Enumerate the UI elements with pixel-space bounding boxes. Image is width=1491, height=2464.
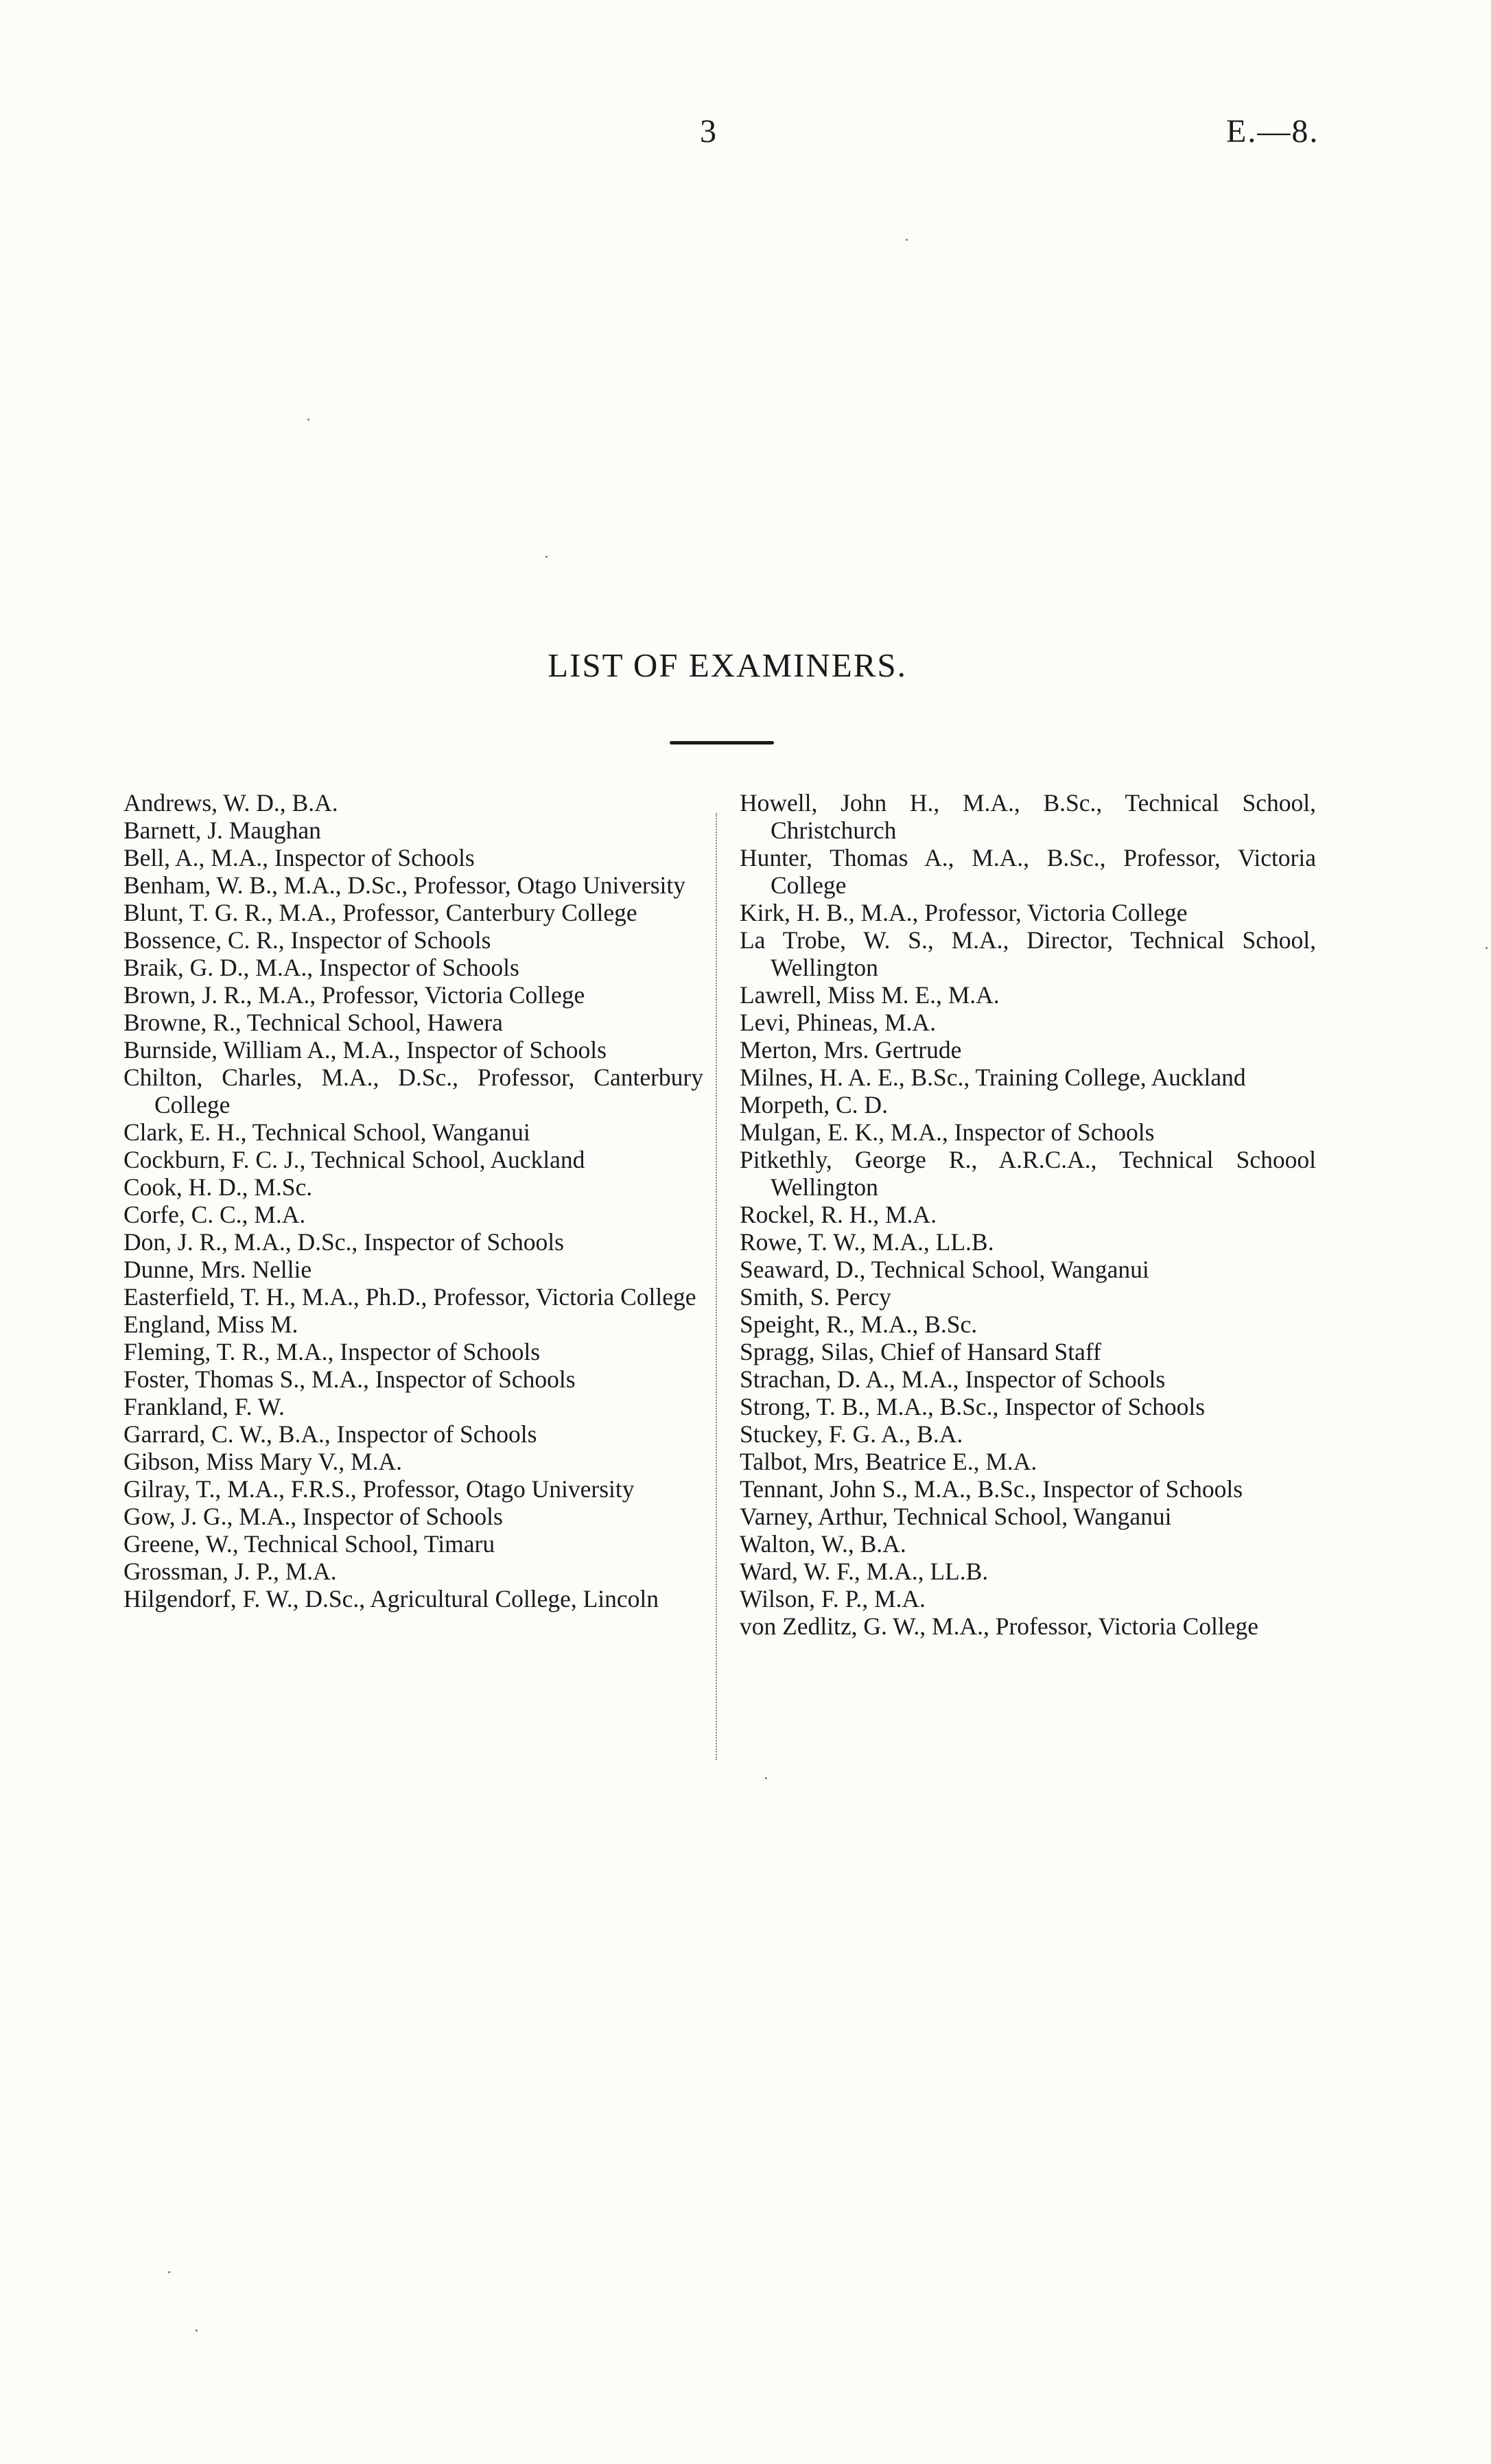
- examiner-entry: Dunne, Mrs. Nellie: [124, 1256, 312, 1283]
- examiner-entry: Braik, G. D., M.A., Inspector of Schools: [124, 954, 519, 981]
- examiner-entry: La Trobe, W. S., M.A., Director, Technical School, Wellington: [740, 926, 1316, 981]
- examiner-entry: Stuckey, F. G. A., B.A.: [740, 1420, 963, 1448]
- examiner-entry: Milnes, H. A. E., B.Sc., Training College, Auckland: [740, 1064, 1246, 1091]
- scan-speck: [307, 419, 309, 421]
- examiner-entry: Spragg, Silas, Chief of Hansard Staff: [740, 1338, 1101, 1365]
- scan-speck: [545, 556, 548, 558]
- scan-speck: [1486, 947, 1488, 949]
- examiner-entry: Burnside, William A., M.A., Inspector of Schools: [124, 1036, 607, 1064]
- scan-speck: [196, 2330, 198, 2332]
- examiner-entry: Rockel, R. H., M.A.: [740, 1201, 937, 1228]
- column-divider: [716, 813, 717, 1760]
- examiner-entry: Benham, W. B., M.A., D.Sc., Professor, Otago University: [124, 871, 685, 899]
- examiner-entry: Brown, J. R., M.A., Professor, Victoria College: [124, 981, 585, 1009]
- examiner-entry: Hunter, Thomas A., M.A., B.Sc., Professor, Victoria College: [740, 844, 1316, 899]
- examiner-entry: Hilgendorf, F. W., D.Sc., Agricultural College, Lincoln: [124, 1585, 659, 1612]
- examiner-entry: Chilton, Charles, M.A., D.Sc., Professor, Canterbury College: [124, 1064, 703, 1118]
- scan-speck: [168, 2271, 170, 2273]
- document-reference: E.—8.: [1226, 113, 1319, 150]
- examiner-entry: Barnett, J. Maughan: [124, 817, 321, 844]
- examiner-entry: Easterfield, T. H., M.A., Ph.D., Professor, Victoria College: [124, 1283, 696, 1311]
- examiner-entry: Andrews, W. D., B.A.: [124, 789, 338, 817]
- examiner-entry: Mulgan, E. K., M.A., Inspector of Schools: [740, 1118, 1155, 1146]
- examiner-entry: England, Miss M.: [124, 1311, 298, 1338]
- examiners-left-column: [124, 789, 703, 1612]
- examiner-entry: Smith, S. Percy: [740, 1283, 891, 1311]
- examiner-entry: Don, J. R., M.A., D.Sc., Inspector of Schools: [124, 1228, 564, 1256]
- examiner-entry: Walton, W., B.A.: [740, 1530, 906, 1558]
- examiners-right-column: [740, 789, 1316, 1640]
- page-number: 3: [700, 113, 716, 150]
- examiner-entry: Clark, E. H., Technical School, Wanganui: [124, 1118, 530, 1146]
- examiner-entry: Wilson, F. P., M.A.: [740, 1585, 926, 1612]
- examiner-entry: Cockburn, F. C. J., Technical School, Auckland: [124, 1146, 585, 1173]
- examiner-entry: Talbot, Mrs, Beatrice E., M.A.: [740, 1448, 1037, 1475]
- scan-speck: [765, 1777, 767, 1779]
- examiner-entry: Seaward, D., Technical School, Wanganui: [740, 1256, 1149, 1283]
- examiner-entry: Speight, R., M.A., B.Sc.: [740, 1311, 978, 1338]
- examiner-entry: Cook, H. D., M.Sc.: [124, 1173, 313, 1201]
- examiner-entry: Tennant, John S., M.A., B.Sc., Inspector of Schools: [740, 1475, 1243, 1503]
- examiner-entry: Browne, R., Technical School, Hawera: [124, 1009, 503, 1036]
- scan-speck: [906, 239, 908, 241]
- examiner-entry: Gilray, T., M.A., F.R.S., Professor, Otago University: [124, 1475, 635, 1503]
- examiner-entry: Pitkethly, George R., A.R.C.A., Technical Schoool Wellington: [740, 1146, 1316, 1201]
- examiner-entry: Frankland, F. W.: [124, 1393, 285, 1420]
- examiner-entry: Lawrell, Miss M. E., M.A.: [740, 981, 1000, 1009]
- examiner-entry: Kirk, H. B., M.A., Professor, Victoria College: [740, 899, 1188, 926]
- examiner-entry: Gow, J. G., M.A., Inspector of Schools: [124, 1503, 503, 1530]
- examiner-entry: Howell, John H., M.A., B.Sc., Technical School, Christchurch: [740, 789, 1316, 844]
- examiner-entry: Ward, W. F., M.A., LL.B.: [740, 1558, 989, 1585]
- examiner-entry: Morpeth, C. D.: [740, 1091, 888, 1118]
- examiner-entry: von Zedlitz, G. W., M.A., Professor, Victoria College: [740, 1612, 1258, 1640]
- examiner-entry: Greene, W., Technical School, Timaru: [124, 1530, 495, 1558]
- examiner-entry: Fleming, T. R., M.A., Inspector of Schools: [124, 1338, 541, 1365]
- examiner-entry: Bossence, C. R., Inspector of Schools: [124, 926, 491, 954]
- examiner-entry: Bell, A., M.A., Inspector of Schools: [124, 844, 475, 871]
- examiner-entry: Gibson, Miss Mary V., M.A.: [124, 1448, 403, 1475]
- examiner-entry: Grossman, J. P., M.A.: [124, 1558, 337, 1585]
- examiner-entry: Rowe, T. W., M.A., LL.B.: [740, 1228, 994, 1256]
- examiner-entry: Strachan, D. A., M.A., Inspector of Schools: [740, 1365, 1166, 1393]
- examiner-entry: Levi, Phineas, M.A.: [740, 1009, 936, 1036]
- title-rule: [670, 741, 774, 744]
- examiner-entry: Merton, Mrs. Gertrude: [740, 1036, 962, 1064]
- examiner-entry: Blunt, T. G. R., M.A., Professor, Canterbury College: [124, 899, 637, 926]
- examiner-entry: Foster, Thomas S., M.A., Inspector of Schools: [124, 1365, 576, 1393]
- examiner-entry: Corfe, C. C., M.A.: [124, 1201, 306, 1228]
- page-title: LIST OF EXAMINERS.: [548, 646, 907, 684]
- examiner-entry: Varney, Arthur, Technical School, Wanganui: [740, 1503, 1172, 1530]
- examiner-entry: Strong, T. B., M.A., B.Sc., Inspector of Schools: [740, 1393, 1206, 1420]
- examiner-entry: Garrard, C. W., B.A., Inspector of Schools: [124, 1420, 537, 1448]
